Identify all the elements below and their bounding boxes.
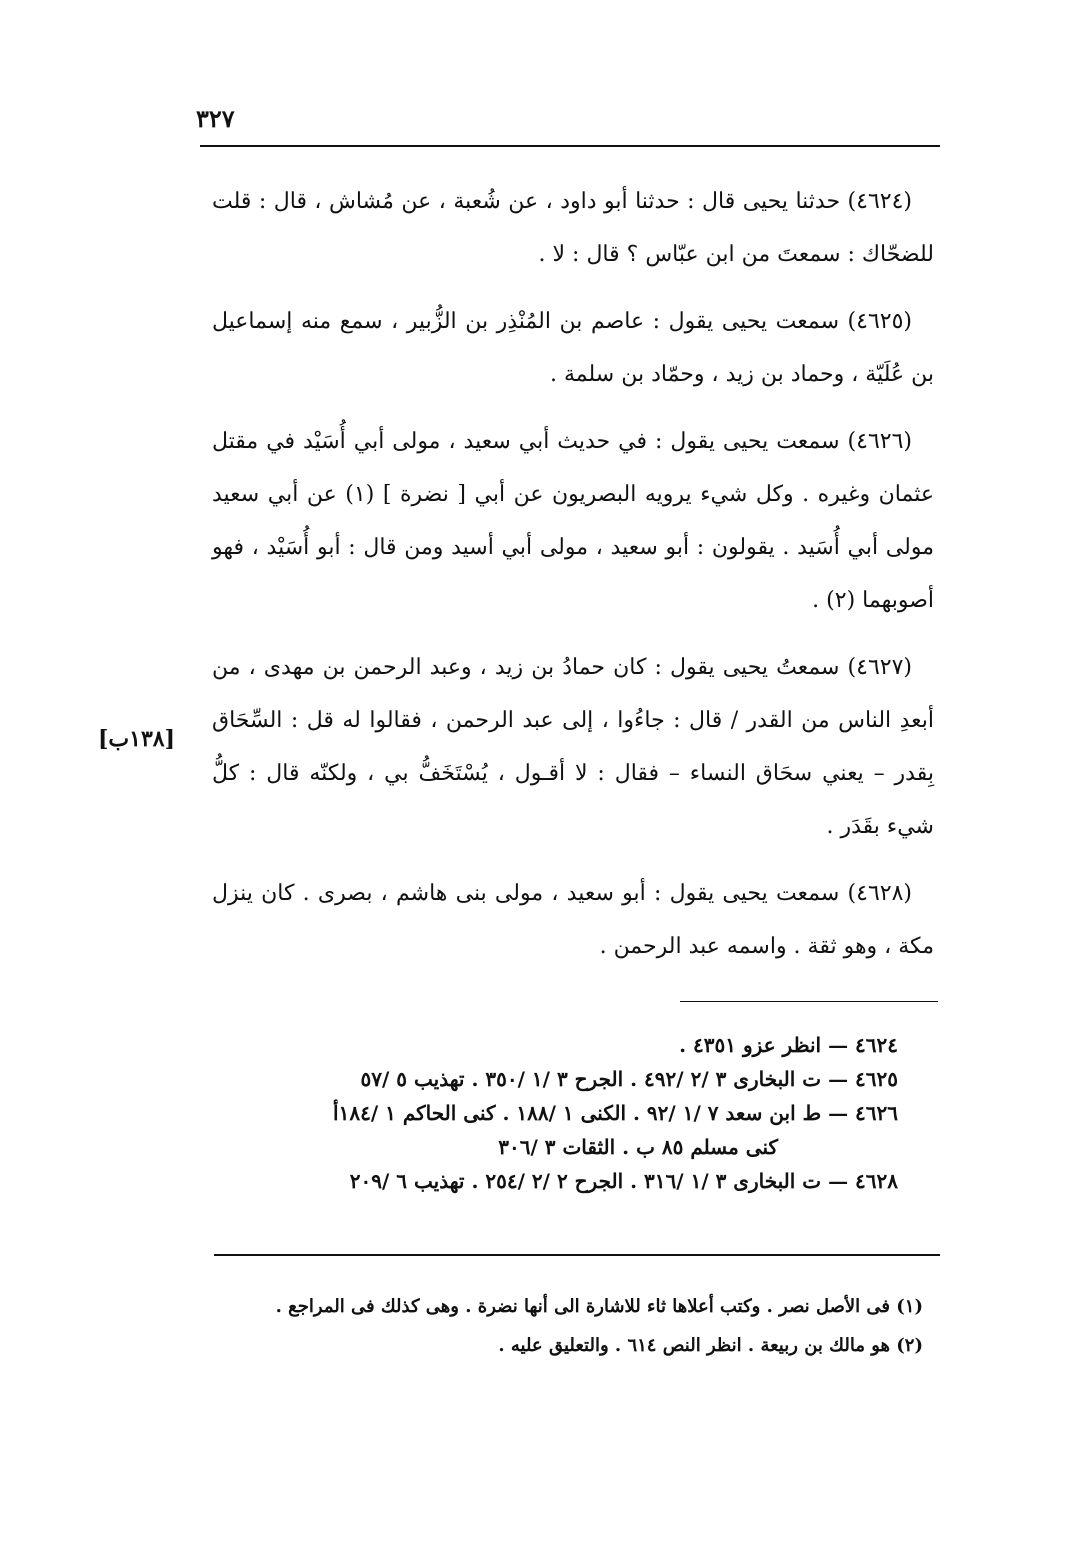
entry-text: (٤٦٢٧) سمعتُ يحيى يقول : كان حمادُ بن زيد ، وعبد الرحمن بن مهدى ، من أبعدِ الناس من القدر / قال : جاءُوا ، إلى عبد الرحمن ، فقالوا له قل : السِّحَاق بِقدر – يعني سحَاق النساء – فقال : لا أقـول ، يُسْتَخَفُّ بي ، ولكنّه قال : كلُّ شيء بقَدَر . <box>212 655 934 839</box>
reference-line: ٤٦٢٦ — ط ابن سعد ٧ /١ /٩٢ . الكنى ١ /١٨٨ . كنى الحاكم ١ /١٨٤أ <box>333 1101 898 1125</box>
entry-text: (٤٦٢٥) سمعت يحيى يقول : عاصم بن المُنْذِر بن الزُّبير ، سمع منه إسماعيل بن عُلَيّة ، وحماد بن زيد ، وحمّاد بن سلمة . <box>212 309 934 387</box>
footnote-2: (٢) هو مالك بن ربيعة . انظر النص ٦١٤ . والتعليق عليه . <box>498 1335 923 1356</box>
main-text <box>212 175 934 987</box>
header-divider <box>200 145 940 147</box>
footnotes-divider <box>214 1254 940 1256</box>
page-number: ٣٢٧ <box>196 104 235 133</box>
entry-4625 <box>212 295 934 401</box>
entry-4628 <box>212 867 934 973</box>
entry-4627 <box>212 641 934 853</box>
reference-line: ٤٦٢٨ — ت البخارى ٣ /١ /٣١٦ . الجرح ٢ /٢ /٢٥٤ . تهذيب ٦ /٢٠٩ <box>349 1169 898 1193</box>
footnotes <box>198 1290 943 1368</box>
entry-text: (٤٦٢٤) حدثنا يحيى قال : حدثنا أبو داود ، عن شُعبة ، عن مُشاش ، قال : قلت للضحّاك : سمعتَ من ابن عبّاس ؟ قال : لا . <box>212 189 934 267</box>
entry-text: (٤٦٢٨) سمعت يحيى يقول : أبو سعيد ، مولى بنى هاشم ، بصرى . كان ينزل مكة ، وهو ثقة . واسمه عبد الرحمن . <box>212 881 934 959</box>
reference-line: ٤٦٢٥ — ت البخارى ٣ /٢ /٤٩٢ . الجرح ٣ /١ /٣٥٠ . تهذيب ٥ /٥٧ <box>360 1067 898 1091</box>
manuscript-folio-note: [١٣٨ب] <box>98 726 175 752</box>
reference-line: ٤٦٢٤ — انظر عزو ٤٣٥١ . <box>679 1033 898 1057</box>
entry-4624 <box>212 175 934 281</box>
entry-text: (٤٦٢٦) سمعت يحيى يقول : في حديث أبي سعيد ، مولى أبي أُسَيْد في مقتل عثمان وغيره . وكل شيء يرويه البصريون عن أبي [ نضرة ] (١) عن أبي سعيد مولى أبي أُسَيد . يقولون : أبو سعيد ، مولى أبي أسيد ومن قال : أبو أُسَيْد ، فهو أصوبهما (٢) . <box>212 429 934 613</box>
entry-4626 <box>212 415 934 627</box>
reference-line-continuation: كنى مسلم ٨٥ ب . الثقات ٣ /٣٠٦ <box>498 1135 778 1159</box>
footnote-1: (١) فى الأصل نصر . وكتب أعلاها ثاء للاشارة الى أنها نضرة . وهى كذلك فى المراجع . <box>275 1296 923 1317</box>
references <box>212 1028 898 1198</box>
references-divider <box>680 1001 938 1002</box>
